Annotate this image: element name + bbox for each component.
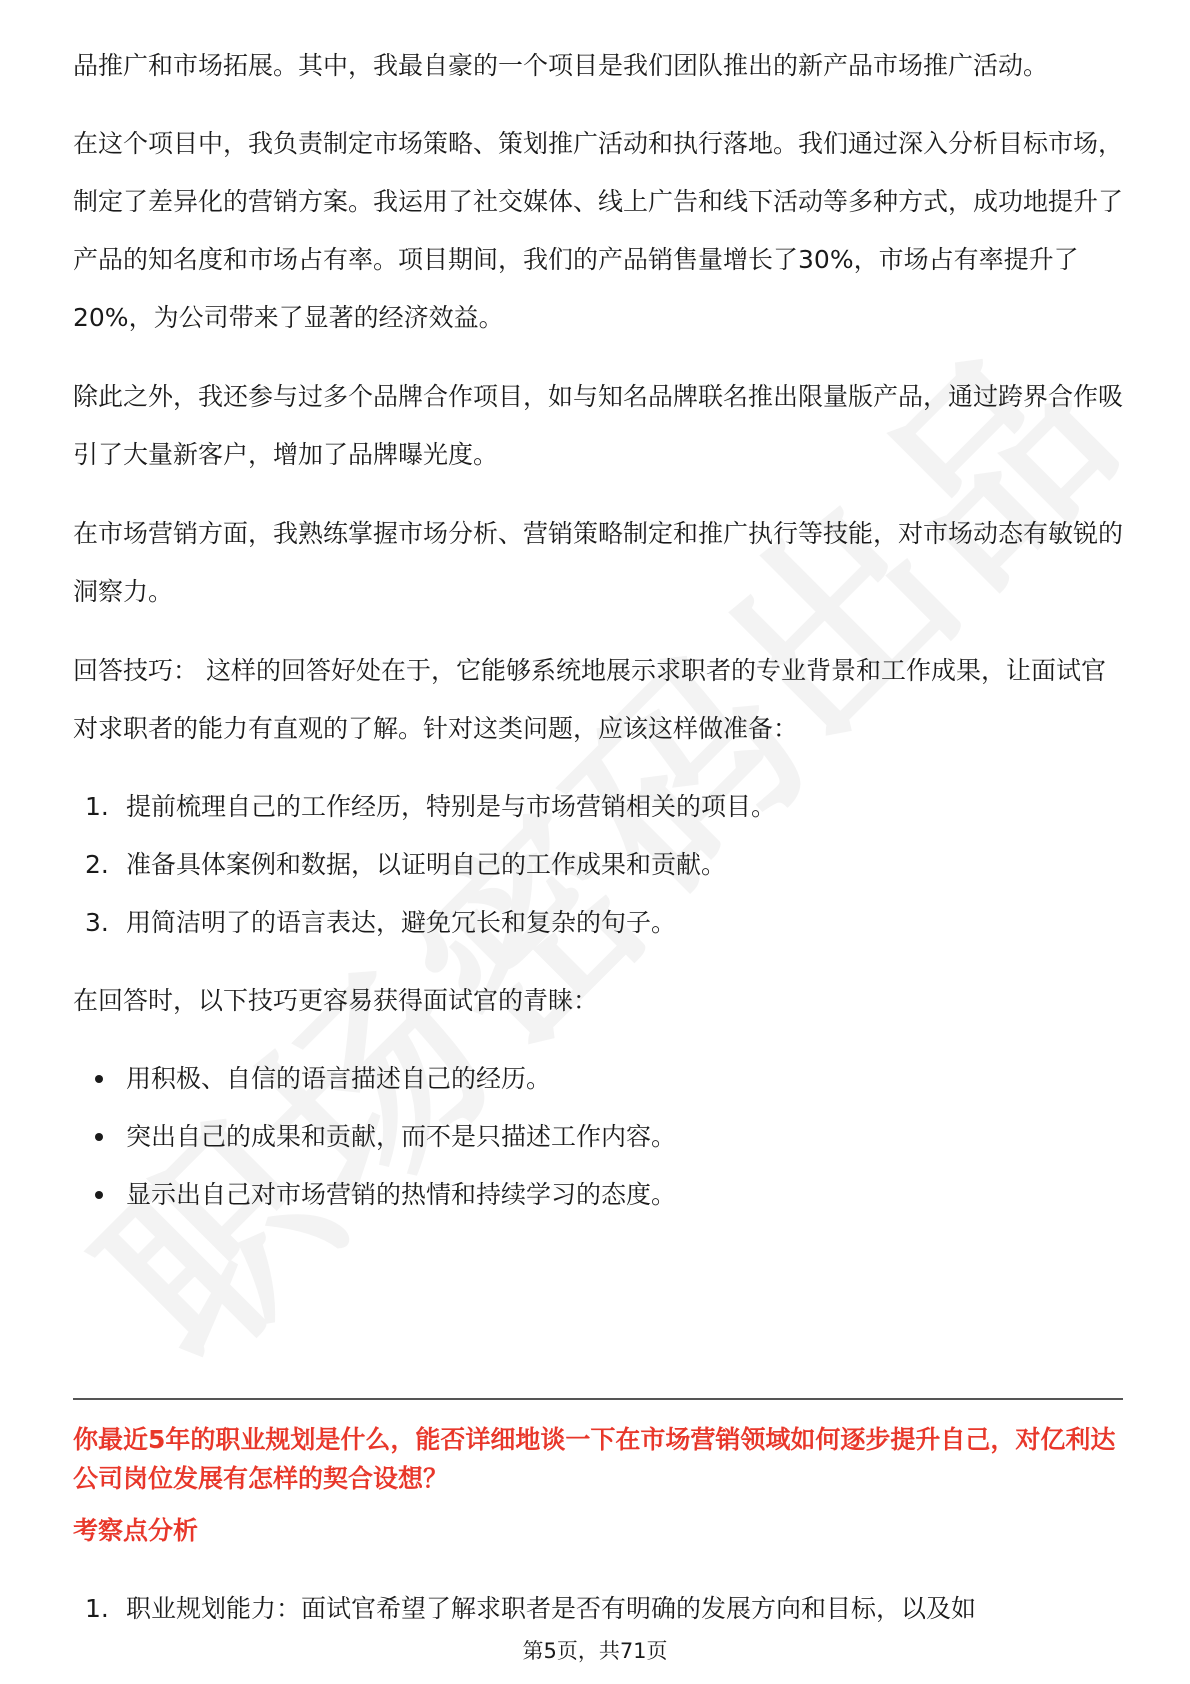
list-item	[73, 836, 1123, 894]
list-item	[73, 1166, 1123, 1224]
list-item	[73, 1050, 1123, 1108]
page-footer: 第5页，共71页	[522, 1639, 668, 1663]
bullet-icon	[95, 1191, 103, 1199]
list-item-text: 提前梳理自己的工作经历，特别是与市场营销相关的项目。	[126, 792, 777, 821]
list-number: 3.	[85, 908, 109, 937]
paragraph: 在这个项目中，我负责制定市场策略、策划推广活动和执行落地。我们通过深入分析目标市场，制定了差异化的营销方案。我运用了社交媒体、线上广告和线下活动等多种方式，成功地提升了产品的知名度和市场占有率。项目期间，我们的产品销售量增长了30%，市场占有率提升了20%，为公司带来了显著的经济效益。	[73, 129, 1124, 332]
paragraph: 除此之外，我还参与过多个品牌合作项目，如与知名品牌联名推出限量版产品，通过跨界合作吸引了大量新客户，增加了品牌曝光度。	[73, 382, 1124, 469]
list-item	[73, 778, 1123, 836]
preparation-list	[73, 778, 1123, 952]
section-divider	[73, 1398, 1123, 1400]
paragraph: 品推广和市场拓展。其中，我最自豪的一个项目是我们团队推出的新产品市场推广活动。	[73, 51, 1049, 80]
list-number: 1.	[85, 792, 109, 821]
page-body	[73, 0, 1123, 1224]
list-item-text: 用简洁明了的语言表达，避免冗长和复杂的句子。	[126, 908, 677, 937]
list-number: 2.	[85, 850, 109, 879]
list-item	[73, 1580, 1123, 1638]
interview-question: 你最近5年的职业规划是什么，能否详细地谈一下在市场营销领域如何逐步提升自己，对亿利达公司岗位发展有怎样的契合设想？	[73, 1425, 1116, 1493]
analysis-list	[73, 1580, 1123, 1638]
list-item-text: 突出自己的成果和贡献，而不是只描述工作内容。	[126, 1122, 677, 1151]
list-item-text: 准备具体案例和数据，以证明自己的工作成果和贡献。	[126, 850, 727, 879]
bullet-icon	[95, 1075, 103, 1083]
paragraph: 在回答时，以下技巧更容易获得面试官的青睐：	[73, 986, 599, 1015]
list-number: 1.	[85, 1594, 109, 1623]
list-item-text: 职业规划能力：面试官希望了解求职者是否有明确的发展方向和目标，以及如	[126, 1594, 977, 1623]
tips-list	[73, 1050, 1123, 1224]
section-title: 考察点分析	[73, 1516, 199, 1545]
list-item	[73, 1108, 1123, 1166]
list-item-text: 用积极、自信的语言描述自己的经历。	[126, 1064, 552, 1093]
paragraph: 在市场营销方面，我熟练掌握市场分析、营销策略制定和推广执行等技能，对市场动态有敏锐的洞察力。	[73, 519, 1124, 606]
answer-tips-paragraph: 回答技巧： 这样的回答好处在于，它能够系统地展示求职者的专业背景和工作成果，让面试官对求职者的能力有直观的了解。针对这类问题，应该这样做准备：	[73, 656, 1106, 743]
bullet-icon	[95, 1133, 103, 1141]
list-item	[73, 894, 1123, 952]
list-item-text: 显示出自己对市场营销的热情和持续学习的态度。	[126, 1180, 677, 1209]
